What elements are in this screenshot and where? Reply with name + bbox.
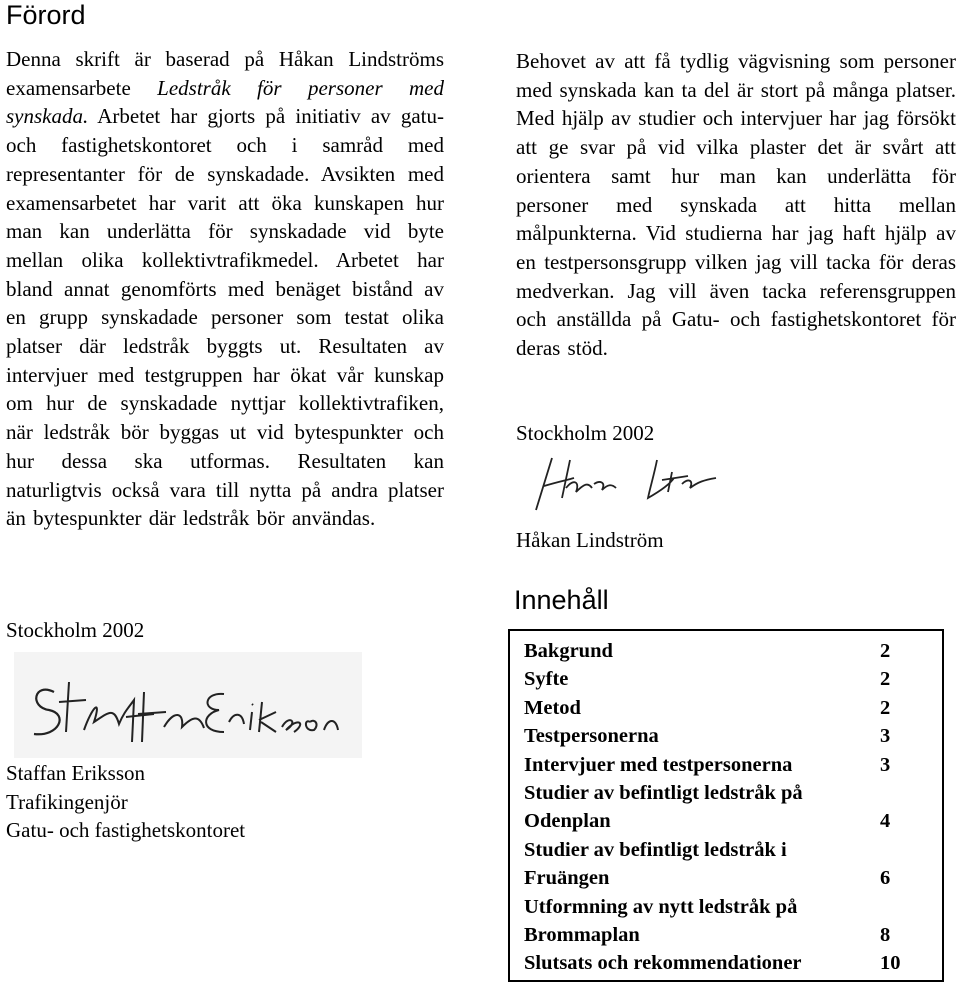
signature-text: Staffan Eriksson bbox=[188, 752, 195, 753]
toc-page: 2 bbox=[880, 668, 891, 691]
toc-page: 3 bbox=[880, 725, 891, 748]
toc-page: 8 bbox=[880, 923, 891, 946]
toc-title: Metod bbox=[524, 696, 581, 719]
toc-title: Testpersonerna bbox=[524, 725, 659, 748]
heading-innehall: Innehåll bbox=[514, 585, 609, 615]
toc-title: Studier av befintligt ledstråk i bbox=[524, 838, 787, 861]
toc-row[interactable] bbox=[524, 779, 942, 807]
toc-title: Slutsats och rekommendationer bbox=[524, 952, 802, 975]
toc-row[interactable] bbox=[524, 807, 942, 835]
signature-staffan-eriksson bbox=[14, 652, 362, 758]
toc-row[interactable] bbox=[524, 864, 942, 892]
toc-row[interactable] bbox=[524, 949, 942, 977]
toc-title: Utformning av nytt ledstråk på bbox=[524, 895, 798, 918]
toc-row[interactable] bbox=[524, 751, 942, 779]
toc-row[interactable] bbox=[524, 921, 942, 949]
left-signer-office: Gatu- och fastighetskontoret bbox=[6, 818, 246, 842]
left-signer-name: Staffan Eriksson bbox=[6, 761, 146, 785]
toc-title: Odenplan bbox=[524, 810, 611, 833]
toc-title: Studier av befintligt ledstråk på bbox=[524, 781, 803, 804]
toc-title: Syfte bbox=[524, 668, 569, 691]
toc-row[interactable] bbox=[524, 637, 942, 665]
left-place-date: Stockholm 2002 bbox=[6, 618, 145, 642]
toc-page: 2 bbox=[880, 696, 891, 719]
acknowledgement-paragraph: Behovet av att få tydlig vägvisning som personer med synskada kan ta del är stort på många platser. Med hjälp av studier och intervjuer har jag försökt att ge svar på vid vilka plaster det är svårt att orientera samt hur man kan underlätta för personer med synskada att hitta mellan målpunkterna. Vid studierna har jag haft hjälp av en testpersonsgrupp vilken jag vill tacka för deras medverkan. Jag vill även tacka referensgruppen och anställda på Gatu- och fastighetskontoret för deras stöd. bbox=[516, 49, 956, 361]
foreword-text-start: Denna skrift är baserad på Håkan Lindströms examensarbete bbox=[6, 47, 444, 100]
toc-title: Brommaplan bbox=[524, 923, 640, 946]
toc-title: Intervjuer med testpersonerna bbox=[524, 753, 793, 776]
foreword-paragraph bbox=[6, 45, 444, 533]
toc-page: 3 bbox=[880, 753, 891, 776]
toc-title: Fruängen bbox=[524, 867, 610, 890]
toc-row[interactable] bbox=[524, 836, 942, 864]
toc-page: 6 bbox=[880, 867, 891, 890]
signature-hakan-lindstrom bbox=[522, 450, 722, 515]
right-signer-name: Håkan Lindström bbox=[516, 528, 664, 552]
right-place-date: Stockholm 2002 bbox=[516, 421, 655, 445]
toc-row[interactable] bbox=[524, 893, 942, 921]
left-signer-role: Trafikingenjör bbox=[6, 790, 128, 814]
heading-forord: Förord bbox=[6, 0, 86, 30]
thesis-title: Ledstråk för personer med synskada. bbox=[6, 75, 444, 129]
toc-title: Bakgrund bbox=[524, 640, 613, 662]
toc-row[interactable] bbox=[524, 722, 942, 750]
toc-page: 4 bbox=[880, 810, 891, 833]
table-of-contents bbox=[508, 629, 944, 982]
signature-text: Håkan Lindström bbox=[622, 512, 630, 513]
foreword-text-rest: Arbetet har gjorts på initiativ av gatu- och fastighetskontoret och i samråd med representanter för de synskadade. Avsikten med examensarbetet har varit att öka kunskapen hur man kan underlätta för synskadade vid byte mellan olika kollektivtrafikmedel. Arbetet har bland annat genomförts med benäget bistånd av en grupp synskadade personer som testat olika platser där ledstråk byggts ut. Resultaten av intervjuer med testgruppen har ökat vår kunskap om hur de synskadade nyttjar kollektivtrafiken, när ledstråk bör byggas ut vid bytespunkter och hur dessa ska utformas. Resultaten kan naturligtvis också vara till nytta på andra platser än bytespunkter där ledstråk bör användas. bbox=[6, 104, 444, 531]
toc-row[interactable] bbox=[524, 665, 942, 693]
toc-page: 10 bbox=[880, 952, 901, 975]
toc-page: 2 bbox=[880, 640, 891, 662]
toc-row[interactable] bbox=[524, 694, 942, 722]
